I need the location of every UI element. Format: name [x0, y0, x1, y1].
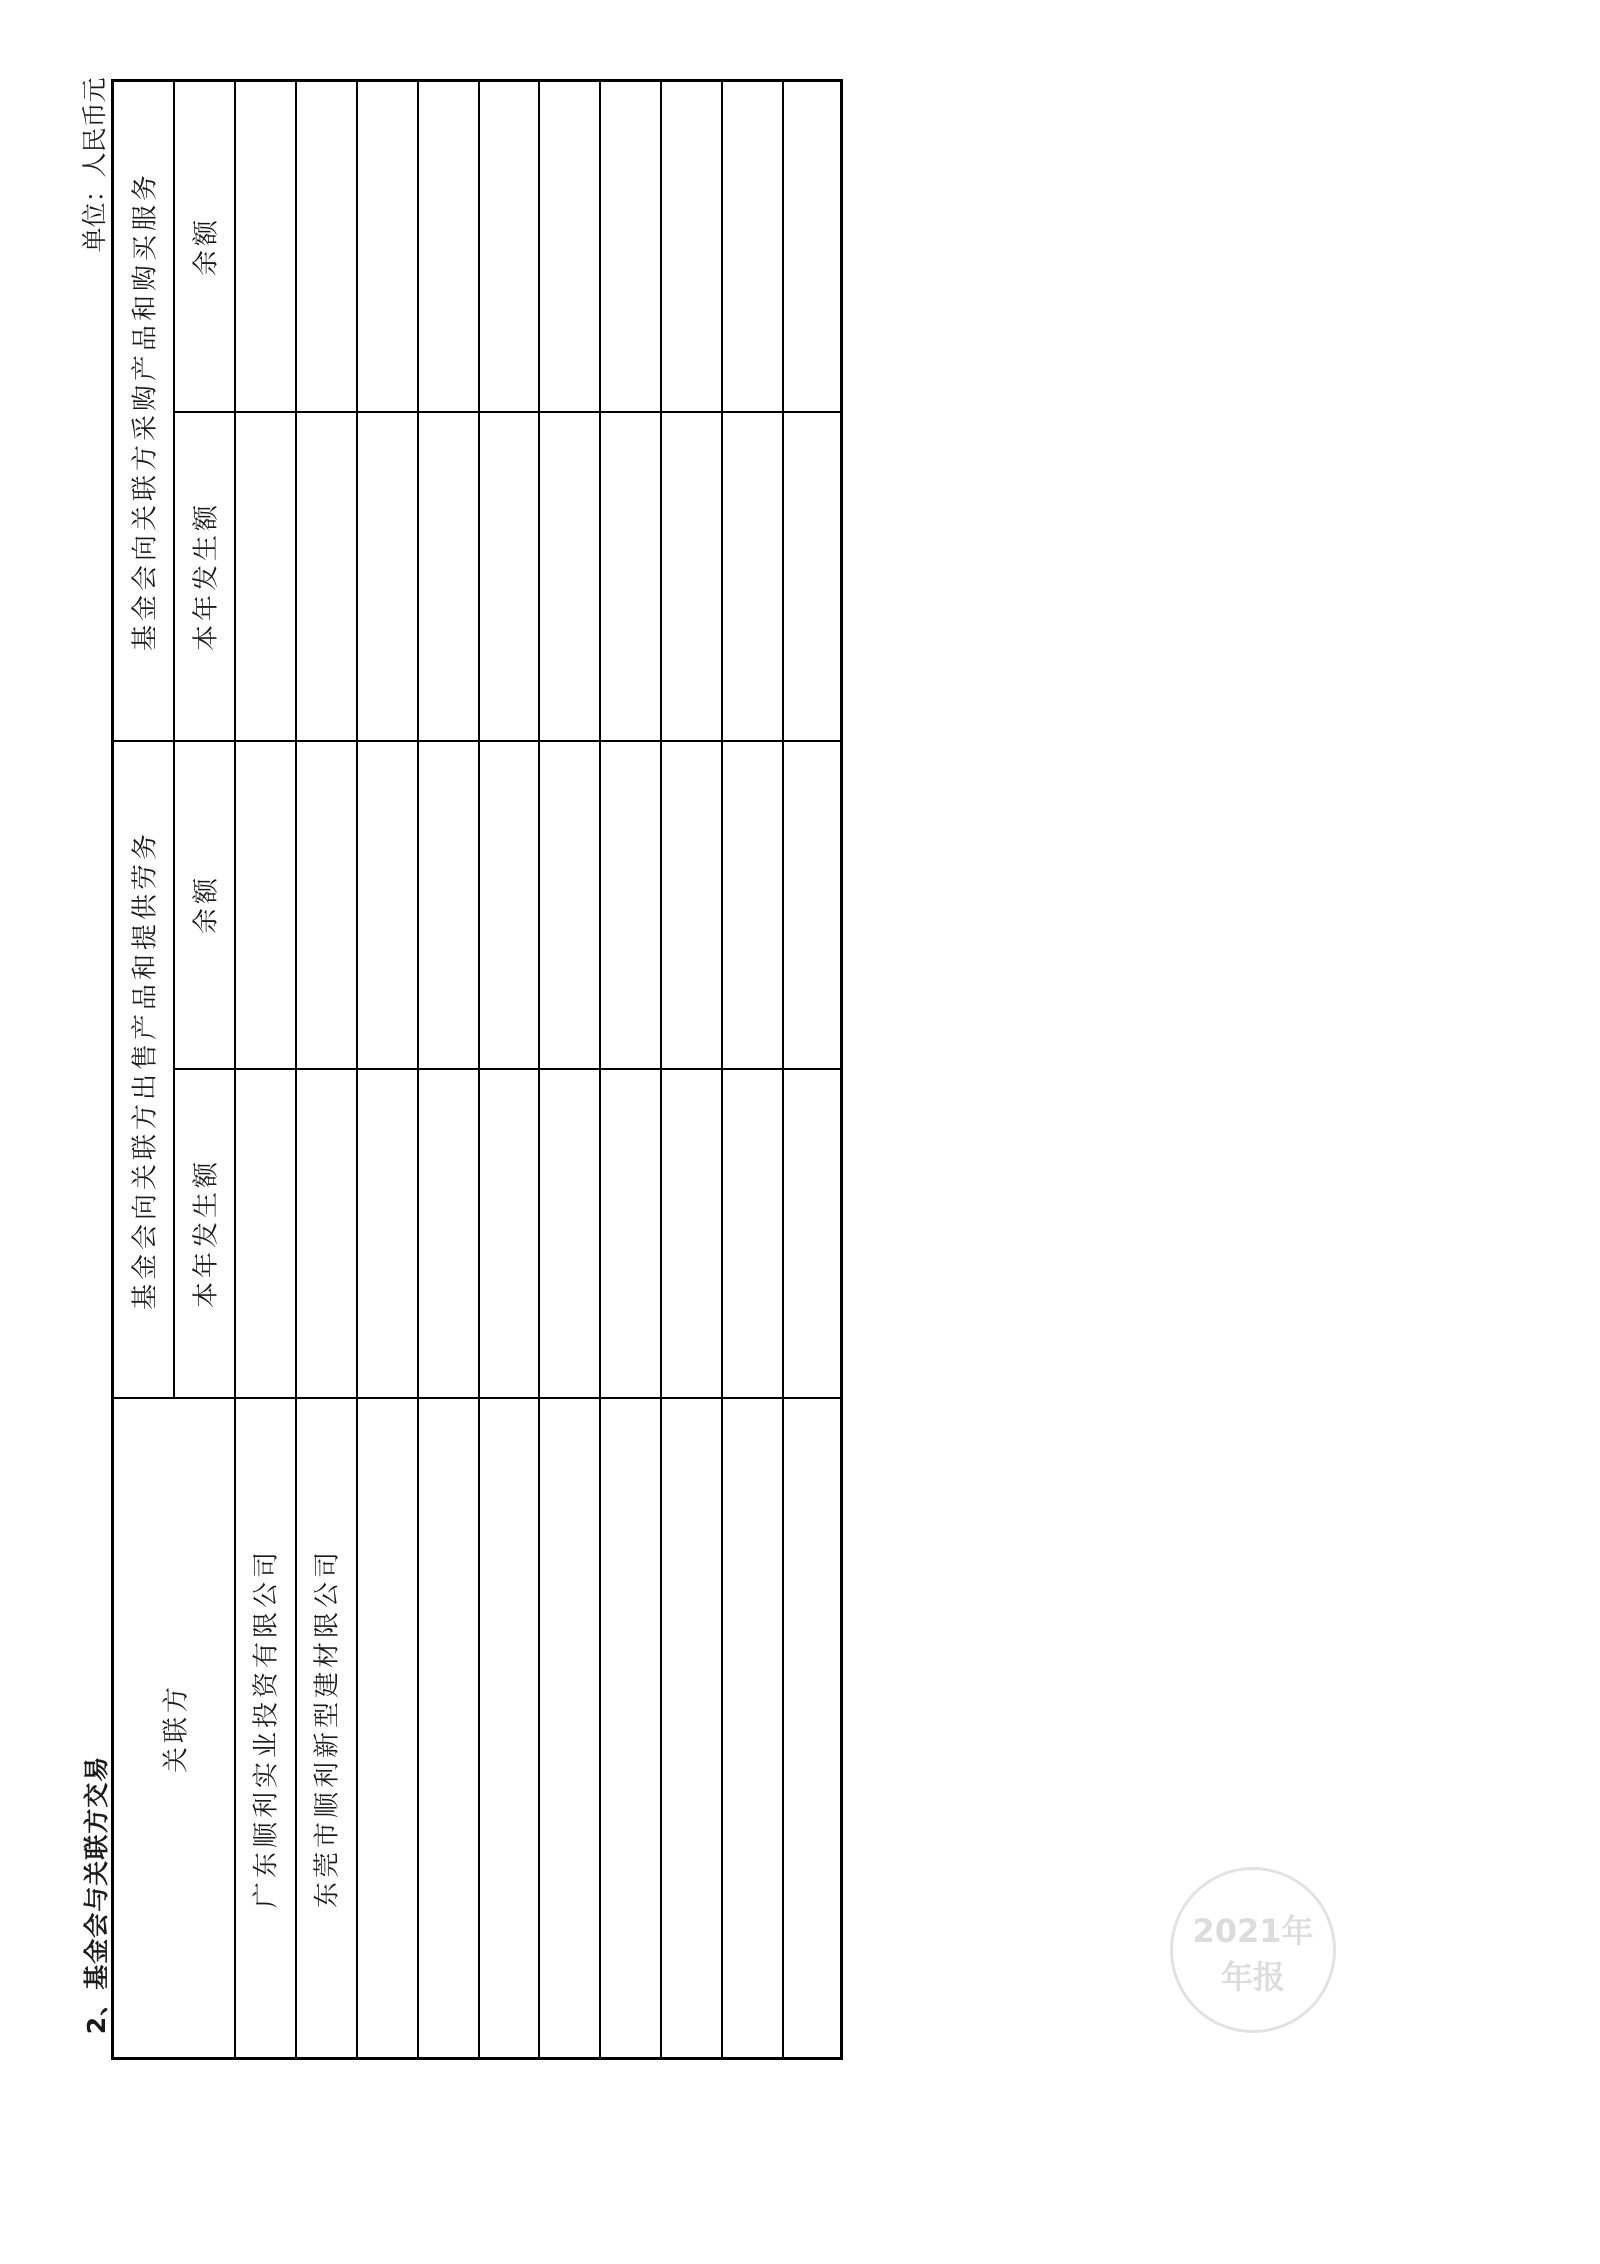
watermark-year: 2021年: [1192, 1912, 1314, 1950]
sales-subcolumn-separator-line: [174, 1068, 841, 1070]
row-separator-line: [356, 80, 358, 2058]
row-separator-line: [417, 80, 419, 2058]
header-sales-balance: 余额: [191, 873, 222, 935]
row-separator-line: [538, 80, 540, 2058]
header-related-party: 关联方: [161, 1682, 192, 1774]
table-border-top: [111, 79, 843, 82]
annual-report-watermark: [1170, 1867, 1336, 2033]
row-separator-line: [599, 80, 601, 2058]
watermark-label: 年报: [1220, 1958, 1285, 1996]
table-border-bottom: [111, 2057, 843, 2060]
row-separator-line: [721, 80, 723, 2058]
header-group-sales: 基金会向关联方出售产品和提供劳务: [130, 829, 161, 1311]
row-separator-line: [234, 80, 236, 2058]
party-column-separator-line: [112, 1397, 841, 1399]
party-name: 东莞市顺利新型建材限公司: [312, 1547, 343, 1909]
header-group-purchases: 基金会向关联方采购产品和购买服务: [130, 170, 161, 652]
header-divider-line: [173, 80, 175, 1398]
section-title: 2、基金会与关联方交易: [82, 1755, 111, 2035]
header-purchase-balance: 余额: [191, 215, 222, 277]
group-separator-line: [112, 740, 841, 742]
row-separator-line: [782, 80, 784, 2058]
row-separator-line: [478, 80, 480, 2058]
table-border-left: [111, 79, 114, 2060]
row-separator-line: [660, 80, 662, 2058]
header-purchase-current-year: 本年发生额: [191, 500, 222, 652]
party-name: 广东顺利实业投资有限公司: [251, 1547, 282, 1909]
header-sales-current-year: 本年发生额: [191, 1157, 222, 1309]
purchase-subcolumn-separator-line: [174, 411, 841, 413]
row-separator-line: [295, 80, 297, 2058]
unit-label: 单位：人民币元: [80, 77, 109, 253]
